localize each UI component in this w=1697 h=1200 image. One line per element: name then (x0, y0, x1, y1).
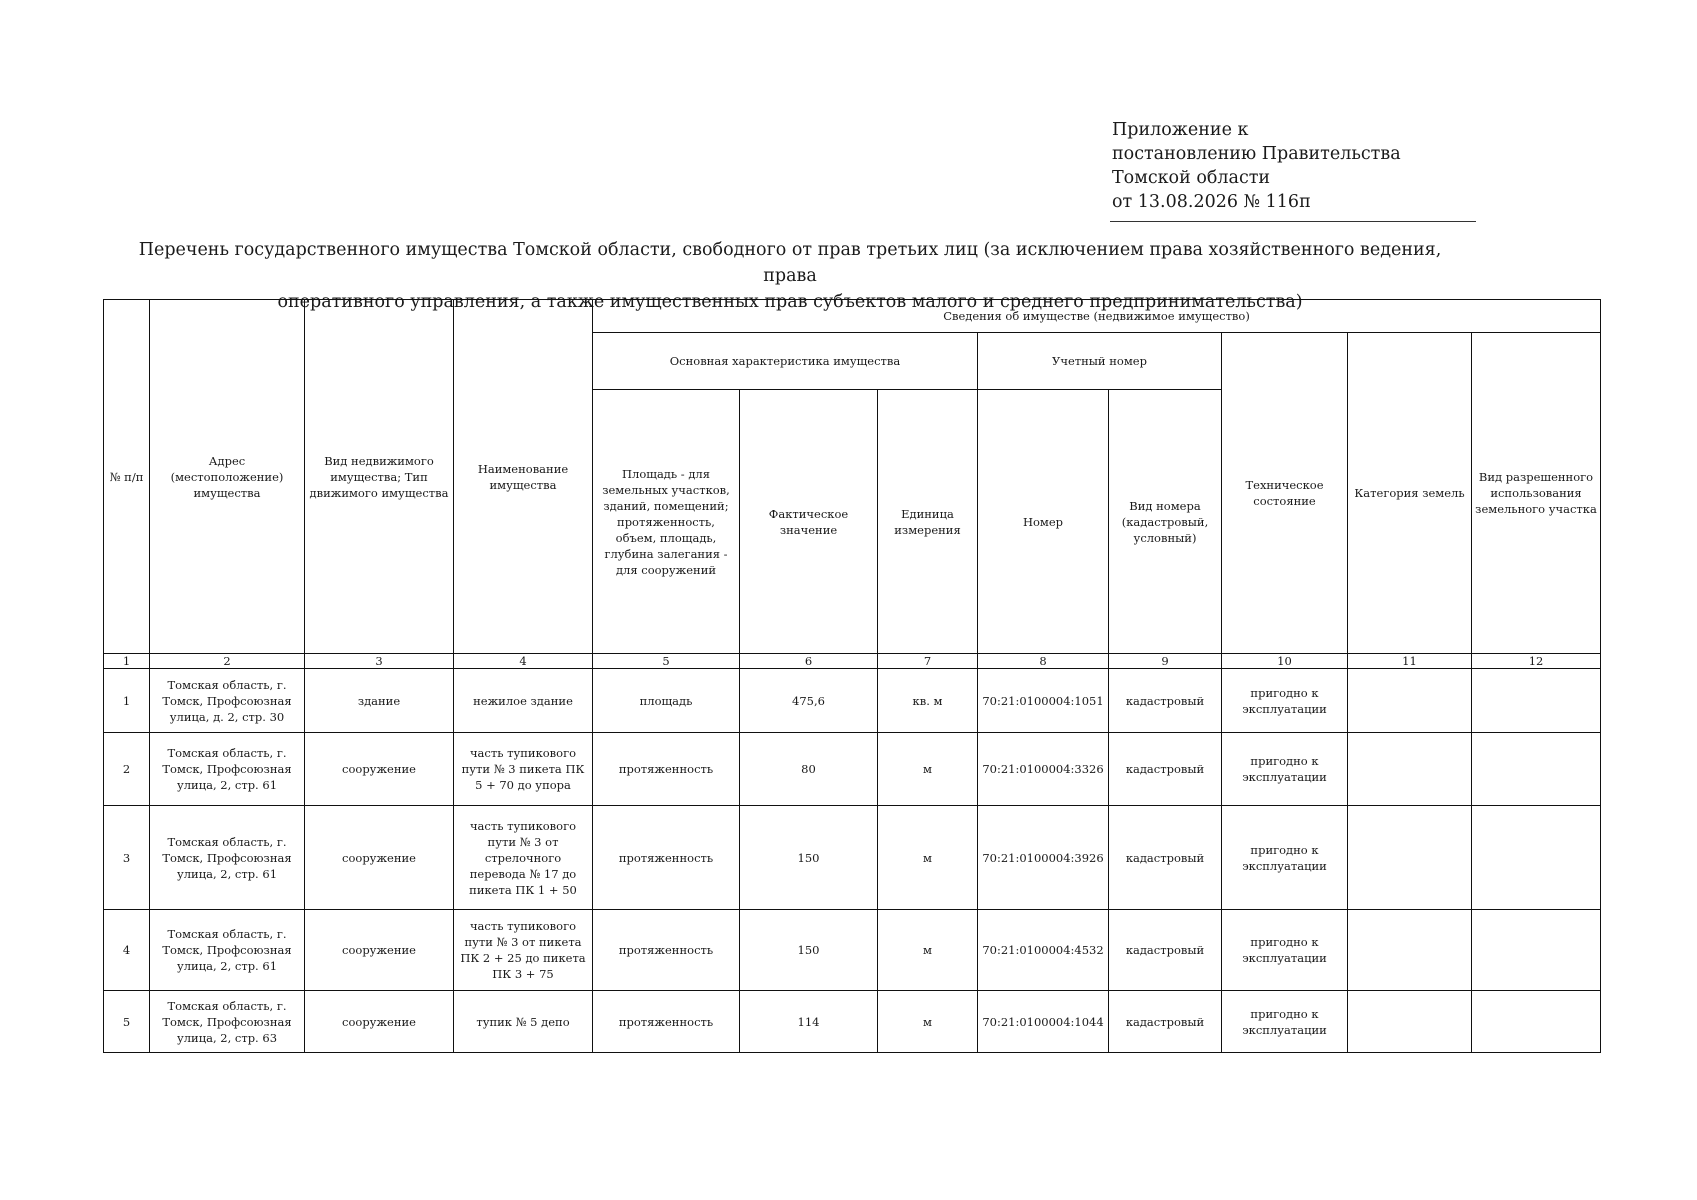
cell-value: 150 (740, 806, 878, 910)
cell-land-category (1348, 991, 1472, 1053)
cell-num: 3 (104, 806, 150, 910)
table-row (104, 991, 1601, 1053)
column-number: 6 (740, 654, 878, 669)
cell-tech-state: пригодно к эксплуатации (1222, 806, 1348, 910)
column-number: 11 (1348, 654, 1472, 669)
cell-land-category (1348, 733, 1472, 806)
cell-permitted-use (1472, 733, 1601, 806)
appendix-block (1112, 118, 1478, 214)
column-number: 2 (150, 654, 305, 669)
cell-unit: кв. м (878, 669, 978, 733)
header-address: Адрес (местоположение) имущества (150, 300, 305, 654)
cell-tech-state: пригодно к эксплуатации (1222, 991, 1348, 1053)
header-info-group: Сведения об имуществе (недвижимое имущество) (593, 300, 1601, 333)
title-line: Перечень государственного имущества Томской области, свободного от прав третьих лиц (за исключением права хозяйственного ведения, права (138, 240, 1442, 286)
cell-land-category (1348, 910, 1472, 991)
header-area: Площадь - для земельных участков, зданий, помещений; протяженность, объем, площадь, глубина залегания - для сооружений (593, 390, 740, 654)
cell-permitted-use (1472, 669, 1601, 733)
cell-type: сооружение (305, 991, 454, 1053)
header-unit: Единица измерения (878, 390, 978, 654)
table-row (104, 806, 1601, 910)
cell-num: 1 (104, 669, 150, 733)
cell-name: часть тупикового пути № 3 от стрелочного перевода № 17 до пикета ПК 1 + 50 (454, 806, 593, 910)
cell-tech-state: пригодно к эксплуатации (1222, 669, 1348, 733)
cell-num: 4 (104, 910, 150, 991)
header-number-type: Вид номера (кадастровый, условный) (1109, 390, 1222, 654)
cell-type: сооружение (305, 806, 454, 910)
cell-num: 2 (104, 733, 150, 806)
cell-type: сооружение (305, 910, 454, 991)
cell-characteristic: протяженность (593, 910, 740, 991)
cell-number-type: кадастровый (1109, 733, 1222, 806)
cell-cadastral-number: 70:21:0100004:3926 (978, 806, 1109, 910)
cell-name: часть тупикового пути № 3 от пикета ПК 2 + 25 до пикета ПК 3 + 75 (454, 910, 593, 991)
cell-type: здание (305, 669, 454, 733)
cell-land-category (1348, 669, 1472, 733)
title-line: оперативного управления, а также имущественных прав субъектов малого и среднего предпринимательства) (277, 292, 1303, 312)
cell-tech-state: пригодно к эксплуатации (1222, 910, 1348, 991)
cell-number-type: кадастровый (1109, 910, 1222, 991)
column-number: 7 (878, 654, 978, 669)
appendix-line: постановлению Правительства (1112, 144, 1401, 164)
appendix-date-line: от 13.08.2026 № 116п (1112, 192, 1311, 212)
cell-permitted-use (1472, 910, 1601, 991)
column-number: 12 (1472, 654, 1601, 669)
cell-number-type: кадастровый (1109, 991, 1222, 1053)
cell-value: 150 (740, 910, 878, 991)
column-number: 9 (1109, 654, 1222, 669)
cell-cadastral-number: 70:21:0100004:1051 (978, 669, 1109, 733)
header-name: Наименование имущества (454, 300, 593, 654)
cell-permitted-use (1472, 991, 1601, 1053)
cell-address: Томская область, г. Томск, Профсоюзная улица, 2, стр. 63 (150, 991, 305, 1053)
appendix-underline (1110, 221, 1476, 222)
header-tech-state: Техническое состояние (1222, 333, 1348, 654)
cell-unit: м (878, 910, 978, 991)
cell-number-type: кадастровый (1109, 806, 1222, 910)
cell-type: сооружение (305, 733, 454, 806)
appendix-line: Томской области (1112, 168, 1271, 188)
cell-value: 114 (740, 991, 878, 1053)
header-account-number: Учетный номер (978, 333, 1222, 390)
cell-characteristic: протяженность (593, 806, 740, 910)
cell-value: 475,6 (740, 669, 878, 733)
column-number: 4 (454, 654, 593, 669)
cell-name: тупик № 5 депо (454, 991, 593, 1053)
cell-characteristic: протяженность (593, 991, 740, 1053)
header-main-characteristic: Основная характеристика имущества (593, 333, 978, 390)
header-permitted-use: Вид разрешенного использования земельного участка (1472, 333, 1601, 654)
cell-cadastral-number: 70:21:0100004:1044 (978, 991, 1109, 1053)
cell-characteristic: площадь (593, 669, 740, 733)
cell-address: Томская область, г. Томск, Профсоюзная улица, 2, стр. 61 (150, 733, 305, 806)
column-number: 8 (978, 654, 1109, 669)
cell-unit: м (878, 991, 978, 1053)
cell-name: нежилое здание (454, 669, 593, 733)
cell-land-category (1348, 806, 1472, 910)
cell-cadastral-number: 70:21:0100004:3326 (978, 733, 1109, 806)
cell-unit: м (878, 733, 978, 806)
cell-number-type: кадастровый (1109, 669, 1222, 733)
table-row (104, 910, 1601, 991)
table-row (104, 669, 1601, 733)
cell-value: 80 (740, 733, 878, 806)
header-num: № п/п (104, 300, 150, 654)
column-number: 3 (305, 654, 454, 669)
header-land-category: Категория земель (1348, 333, 1472, 654)
column-number: 10 (1222, 654, 1348, 669)
header-actual-value: Фактическое значение (740, 390, 878, 654)
column-number-row (104, 654, 1601, 669)
cell-num: 5 (104, 991, 150, 1053)
cell-address: Томская область, г. Томск, Профсоюзная улица, 2, стр. 61 (150, 910, 305, 991)
cell-permitted-use (1472, 806, 1601, 910)
column-number: 5 (593, 654, 740, 669)
appendix-line: Приложение к (1112, 120, 1249, 140)
header-type: Вид недвижимого имущества; Тип движимого имущества (305, 300, 454, 654)
column-number: 1 (104, 654, 150, 669)
cell-unit: м (878, 806, 978, 910)
table-row (104, 733, 1601, 806)
property-table (103, 299, 1601, 1053)
header-number: Номер (978, 390, 1109, 654)
cell-tech-state: пригодно к эксплуатации (1222, 733, 1348, 806)
cell-cadastral-number: 70:21:0100004:4532 (978, 910, 1109, 991)
cell-name: часть тупикового пути № 3 пикета ПК 5 + 70 до упора (454, 733, 593, 806)
cell-characteristic: протяженность (593, 733, 740, 806)
cell-address: Томская область, г. Томск, Профсоюзная улица, 2, стр. 61 (150, 806, 305, 910)
cell-address: Томская область, г. Томск, Профсоюзная улица, д. 2, стр. 30 (150, 669, 305, 733)
